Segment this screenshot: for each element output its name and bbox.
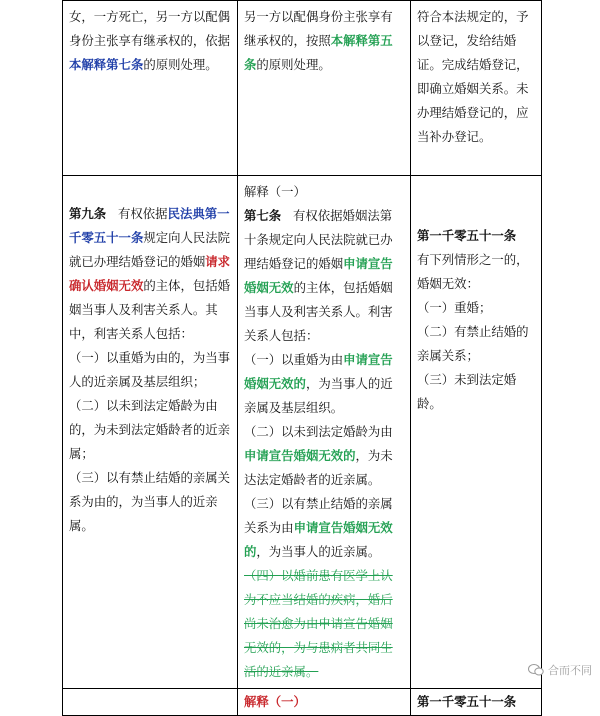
table-row xyxy=(63,176,542,689)
list-item: （二）以未到法定婚龄为由申请宣告婚姻无效的，为未达法定婚龄者的近亲属。 xyxy=(244,424,393,487)
article-number: 第一千零五十一条 xyxy=(417,694,517,709)
article-number: 第七条 xyxy=(244,208,282,223)
section-header: 解释（一） xyxy=(244,694,306,709)
cell-old-interpretation xyxy=(238,689,411,716)
article-number: 第一千零五十一条 xyxy=(417,228,517,243)
list-item: （一）以重婚为由申请宣告婚姻无效的，为当事人的近亲属及基层组织。 xyxy=(244,352,393,415)
cell-civil-code: 符合本法规定的，予以登记，发给结婚证。完成结婚登记，即确立婚姻关系。未办理结婚登记的，应当补办登记。 xyxy=(411,1,542,176)
civil-code-reference: 民法典第一千零五十一条 xyxy=(69,206,230,245)
article-number: 第九条 xyxy=(69,206,107,221)
highlight-red: 请求确认婚姻无效 xyxy=(69,254,231,293)
watermark-text: 合而不同 xyxy=(548,664,592,677)
list-item: （一）重婚； xyxy=(417,300,492,315)
list-item: （二）有禁止结婚的亲属关系； xyxy=(417,324,529,363)
section-header: 解释（一） xyxy=(244,184,306,199)
list-item: （一）以重婚为由的，为当事人的近亲属及基层组织； xyxy=(69,350,231,389)
list-item: （三）未到法定婚龄。 xyxy=(417,372,517,411)
cell-civil-code-interpretation: 第九条 有权依据民法典第一千零五十一条规定向人民法院就已办理结婚登记的婚姻请求确认婚姻无效的主体，包括婚姻当事人及利害关系人。其中，利害关系人包括： （一）以重婚为由的，为当事人的近亲属及基层组织； （二）以未到法定婚龄为由的，为未到法定婚龄者的近亲属； （三）以有禁止结婚的亲属关系为由的，为当事人的近亲属。 xyxy=(63,176,238,689)
highlight-green: 申请宣告婚姻无效 xyxy=(244,256,393,295)
chat-bubble-icon xyxy=(528,663,544,677)
cell-civil-code: 第一千零五十一条 有下列情形之一的，婚姻无效： （一）重婚； （二）有禁止结婚的亲属关系； （三）未到法定婚龄。 xyxy=(411,176,542,689)
deleted-list-item: （四）以婚前患有医学上认为不应当结婚的疾病，婚后尚未治愈为由申请宣告婚姻无效的，为与患病者共同生活的近亲属。 xyxy=(244,568,393,679)
cell-civil-code xyxy=(411,689,542,716)
cell-old-interpretation: 解释（一） 第七条 有权依据婚姻法第十条规定向人民法院就已办理结婚登记的婚姻申请宣告婚姻无效的主体，包括婚姻当事人及利害关系人。利害关系人包括： （一）以重婚为由申请宣告婚姻无效的，为当事人的近亲属及基层组织。 （二）以未到法定婚龄为由申请宣告婚姻无效的，为未达法定婚龄者的近亲属。 （三）以有禁止结婚的亲属关系为由申请宣告婚姻无效的，为当事人的近亲属。 （四）以婚前患有医学上认为不应当结婚的疾病，婚后尚未治愈为由申请宣告婚姻无效的，为与患病者共同生活的近亲属。 xyxy=(238,176,411,689)
cell-empty xyxy=(63,689,238,716)
table-row xyxy=(63,689,542,716)
list-item: （三）以有禁止结婚的亲属关系为由的，为当事人的近亲属。 xyxy=(69,470,231,533)
list-item: （二）以未到法定婚龄为由的，为未到法定婚龄者的近亲属； xyxy=(69,398,231,461)
table-row xyxy=(63,1,542,176)
comparison-table xyxy=(62,0,542,716)
cell-old-interpretation: 另一方以配偶身份主张享有继承权的，按照本解释第五条的原则处理。 xyxy=(238,1,411,176)
article-reference: 本解释第五条 xyxy=(244,33,393,72)
cell-civil-code-interpretation: 女，一方死亡，另一方以配偶身份主张享有继承权的，依据本解释第七条的原则处理。 xyxy=(63,1,238,176)
watermark xyxy=(528,662,592,678)
list-item: （三）以有禁止结婚的亲属关系为由申请宣告婚姻无效的，为当事人的近亲属。 xyxy=(244,496,393,559)
article-reference: 本解释第七条 xyxy=(69,57,144,72)
